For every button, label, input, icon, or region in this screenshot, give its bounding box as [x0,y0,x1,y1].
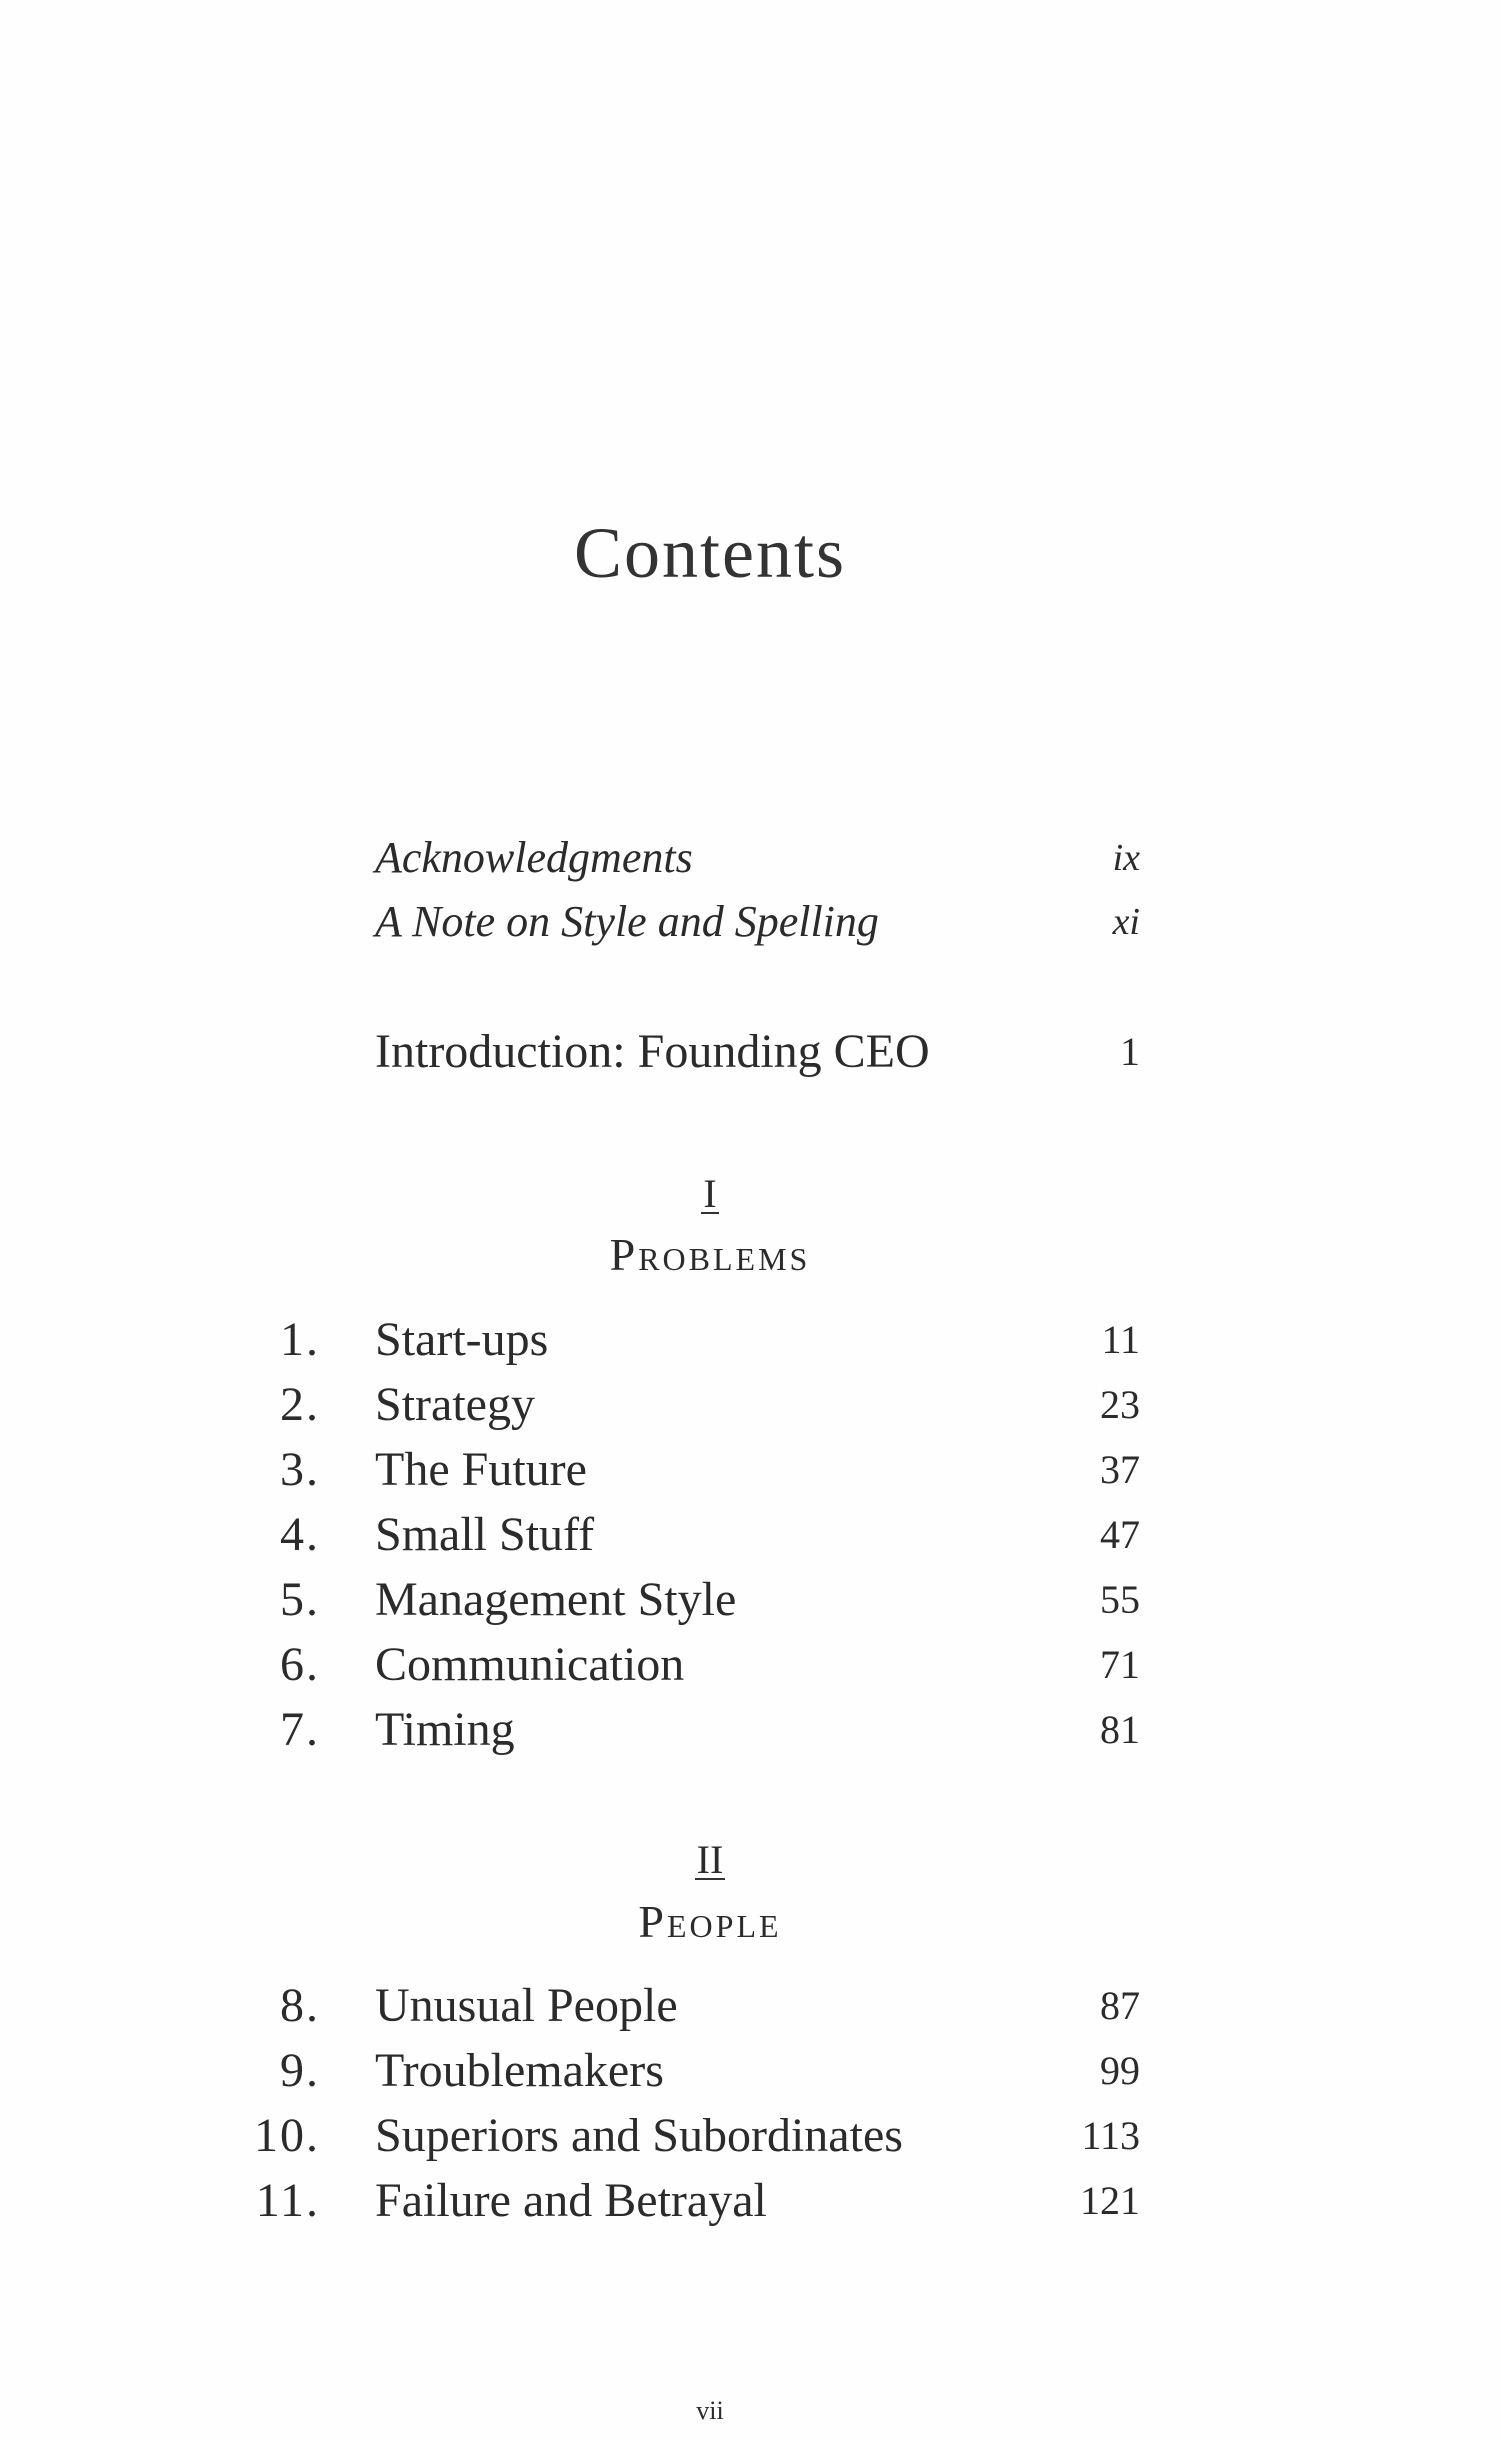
toc-entry-page: 23 [1100,1382,1140,1427]
toc-entry-chapter-4[interactable] [0,1505,1140,1565]
chapter-number: 9. [280,2044,320,2097]
toc-entry-chapter-9[interactable] [0,2041,1140,2101]
toc-entry-page: 47 [1100,1512,1140,1557]
toc-entry-page: 121 [1080,2178,1140,2223]
toc-entry-page: xi [1112,901,1140,943]
toc-entry-label: Timing [375,1703,515,1756]
chapter-number: 10. [254,2109,320,2162]
part-title: People [638,1896,782,1947]
toc-entry-chapter-1[interactable] [0,1310,1140,1370]
part-title: Problems [609,1229,811,1280]
toc-entry-label: Management Style [375,1573,737,1626]
toc-entry-label: Small Stuff [375,1508,595,1561]
part-numeral: I [703,1171,717,1216]
chapter-number: 4. [280,1508,320,1561]
chapter-number: 7. [280,1703,320,1756]
toc-entry-label: Troublemakers [375,2044,664,2097]
toc-entry-label: Failure and Betrayal [375,2174,767,2227]
chapter-number: 8. [280,1979,320,2032]
toc-entry-page: 71 [1100,1642,1140,1687]
toc-entry-label: A Note on Style and Spelling [375,897,879,946]
page-folio: vii [696,2396,724,2425]
toc-entry-chapter-2[interactable] [0,1375,1140,1435]
part-numeral: II [696,1837,724,1882]
toc-entry-chapter-5[interactable] [0,1570,1140,1630]
toc-entry-introduction[interactable] [0,1022,1140,1082]
toc-entry-page: 81 [1100,1707,1140,1752]
toc-entry-page: 113 [1081,2113,1140,2158]
toc-entry-page: 55 [1100,1577,1140,1622]
toc-entry-page: 11 [1101,1317,1140,1362]
chapter-number: 6. [280,1638,320,1691]
toc-entry-note-on-style[interactable] [0,892,1140,952]
toc-entry-page: 87 [1100,1983,1140,2028]
toc-entry-label: Superiors and Subordinates [375,2109,903,2162]
toc-entry-page: 1 [1120,1029,1140,1074]
chapter-number: 3. [280,1443,320,1496]
chapter-number: 5. [280,1573,320,1626]
toc-entry-label: Strategy [375,1378,535,1431]
chapter-number: 11. [255,2174,320,2227]
toc-entry-label: Introduction: Founding CEO [375,1025,930,1078]
toc-entry-chapter-6[interactable] [0,1635,1140,1695]
toc-entry-page: 99 [1100,2048,1140,2093]
toc-entry-label: Start-ups [375,1313,549,1366]
page-title: Contents [573,513,846,593]
toc-entry-label: Communication [375,1638,685,1691]
toc-entry-chapter-11[interactable] [0,2171,1140,2231]
toc-entry-chapter-3[interactable] [0,1440,1140,1500]
toc-entry-label: The Future [375,1443,587,1496]
toc-entry-label: Unusual People [375,1979,678,2032]
toc-entry-chapter-10[interactable] [0,2106,1140,2166]
toc-entry-chapter-7[interactable] [0,1700,1140,1760]
toc-entry-label: Acknowledgments [375,833,693,882]
toc-entry-page: ix [1112,837,1140,879]
toc-entry-page: 37 [1100,1447,1140,1492]
chapter-number: 1. [280,1313,320,1366]
toc-entry-acknowledgments[interactable] [0,828,1140,888]
toc-entry-chapter-8[interactable] [0,1976,1140,2036]
chapter-number: 2. [280,1378,320,1431]
